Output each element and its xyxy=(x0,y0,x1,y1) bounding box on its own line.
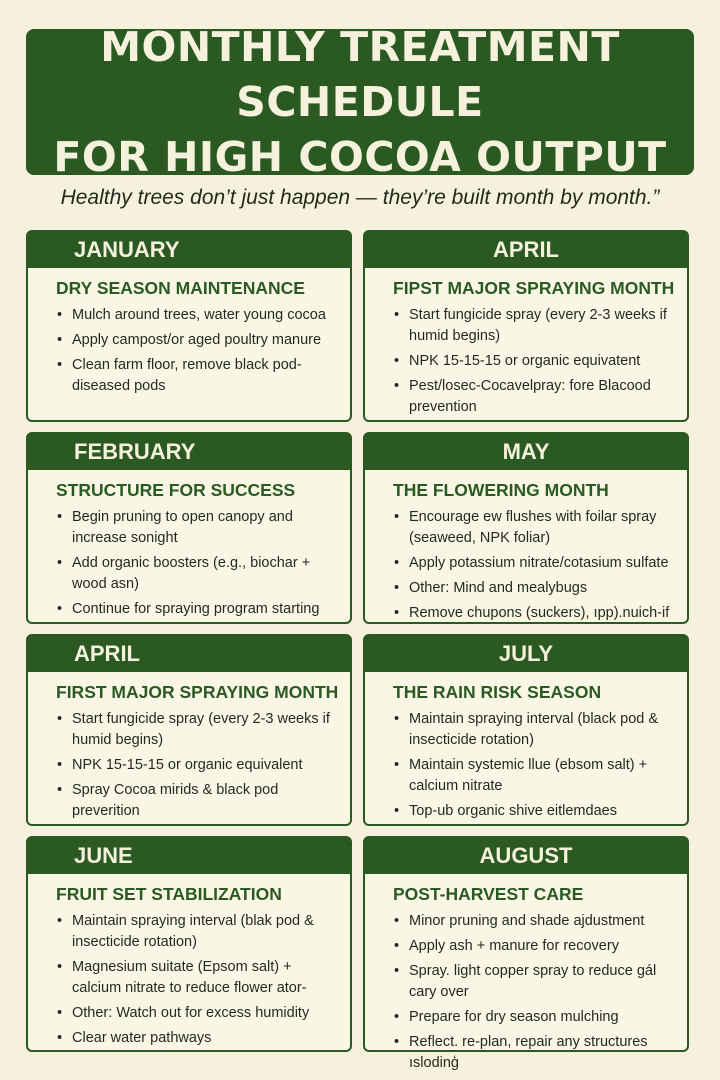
task-item: • Apply ash + manure for recovery xyxy=(409,936,677,957)
card-subtitle: FIPST MAJOR SPRAYING MONTH xyxy=(393,278,675,298)
card-subtitle: THE FLOWERING MONTH xyxy=(393,480,609,500)
card-subtitle: FRUIT SET STABILIZATION xyxy=(56,884,282,904)
task-list xyxy=(365,305,687,418)
card-subtitle: DRY SEASON MAINTENANCE xyxy=(56,278,305,298)
task-item: • Mulch around trees, water young cocoa xyxy=(72,305,340,326)
page-title-line-1: MONTHLY TREATMENT SCHEDULE xyxy=(100,22,620,126)
task-item: • Begin pruning to open canopy and increase sonight xyxy=(72,507,340,549)
task-item: • Clear water pathways xyxy=(72,1028,340,1049)
task-item: • Spray. light copper spray to reduce gál cary over xyxy=(409,961,677,1003)
task-item: • Top-ub organic shive eitlemdaes xyxy=(409,801,677,822)
month-header: JULY xyxy=(365,636,687,672)
task-list xyxy=(28,305,350,397)
task-item: • Maintain spraying interval (black pod & insecticide rotation) xyxy=(409,709,677,751)
task-item: • NPK 15-15-15 or organic equivalent xyxy=(72,755,340,776)
month-card-april-2 xyxy=(26,634,352,826)
month-card-february xyxy=(26,432,352,624)
task-item: • Minor pruning and shade ajdustment xyxy=(409,911,677,932)
task-item: • Continue for spraying program starting xyxy=(72,599,340,620)
month-card-may xyxy=(363,432,689,624)
month-card-june xyxy=(26,836,352,1052)
month-card-july xyxy=(363,634,689,826)
month-header: JANUARY xyxy=(28,232,350,268)
page-title-line-2: FOR HIGH COCOA OUTPUT xyxy=(53,132,667,181)
task-list xyxy=(365,507,687,624)
month-card-august xyxy=(363,836,689,1071)
task-item: • Maintain spraying interval (blak pod & insecticide rotation) xyxy=(72,911,340,953)
task-item: • Apply campost/or aged poultry manure xyxy=(72,330,340,351)
task-list xyxy=(28,507,350,620)
task-item: • Start fungicide spray (every 2-3 weeks if humid begins) xyxy=(409,305,677,347)
task-item: • Maintain systemic llue (ebsom salt) + calcium nitrate xyxy=(409,755,677,797)
task-item: • Pest/losec-Cocavelpray: fore Blacood prevention xyxy=(409,376,677,418)
month-header: FEBRUARY xyxy=(28,434,350,470)
card-subtitle: THE RAIN RISK SEASON xyxy=(393,682,602,702)
task-item: • Apply potassium nitrate/cotasium sulfate xyxy=(409,553,677,574)
task-list xyxy=(365,911,687,1074)
month-card-january xyxy=(26,230,352,422)
task-item: • Add organic boosters (e.g., biochar + wood asn) xyxy=(72,553,340,595)
task-item: • Other: Watch out for excess humidity xyxy=(72,1003,340,1024)
task-item: • Start fungicide spray (every 2-3 weeks if humid begins) xyxy=(72,709,340,751)
task-item: • Encourage ew flushes with foilar spray (seaweed, NPK foliar) xyxy=(409,507,677,549)
month-header: AΡRIL xyxy=(28,636,350,672)
month-header: AUGUST xyxy=(365,838,687,874)
title-banner xyxy=(26,22,694,181)
task-item: • NPK 15-15-15 or organic equivatent xyxy=(409,351,677,372)
task-list xyxy=(28,911,350,1049)
task-item: • Clean farm floor, remove black pod-diseased pods xyxy=(72,355,340,397)
month-header: APRIL xyxy=(365,232,687,268)
task-item: • Prepare for dry season mulching xyxy=(409,1007,677,1028)
tagline-quote: Healthy trees don’t just happen — they’re built month by month.” xyxy=(60,186,660,209)
task-item: • Reflect. re-plan, repair any structures ıslodinģ xyxy=(409,1032,677,1074)
task-list xyxy=(28,709,350,822)
month-header: MAY xyxy=(365,434,687,470)
task-list xyxy=(365,709,687,822)
card-subtitle: FIRST MAJOR SPRAYING MONTH xyxy=(56,682,339,702)
card-subtitle: STRUCTURE FOR SUCCESS xyxy=(56,480,296,500)
task-item: • Remove chupons (suckers), ıpp).nuich-if xyxy=(409,603,677,624)
task-item: • Other: Mind and mealybugs xyxy=(409,578,677,599)
month-card-april xyxy=(363,230,689,422)
task-item: • Spray Cocoa mirids & black pod preverition xyxy=(72,780,340,822)
task-item: • Magnesium suitate (Epsom salt) + calcium nitrate to reduce flower ator- xyxy=(72,957,340,999)
card-subtitle: POST-HARVEST CARE xyxy=(393,884,584,904)
month-header: JUNE xyxy=(28,838,350,874)
